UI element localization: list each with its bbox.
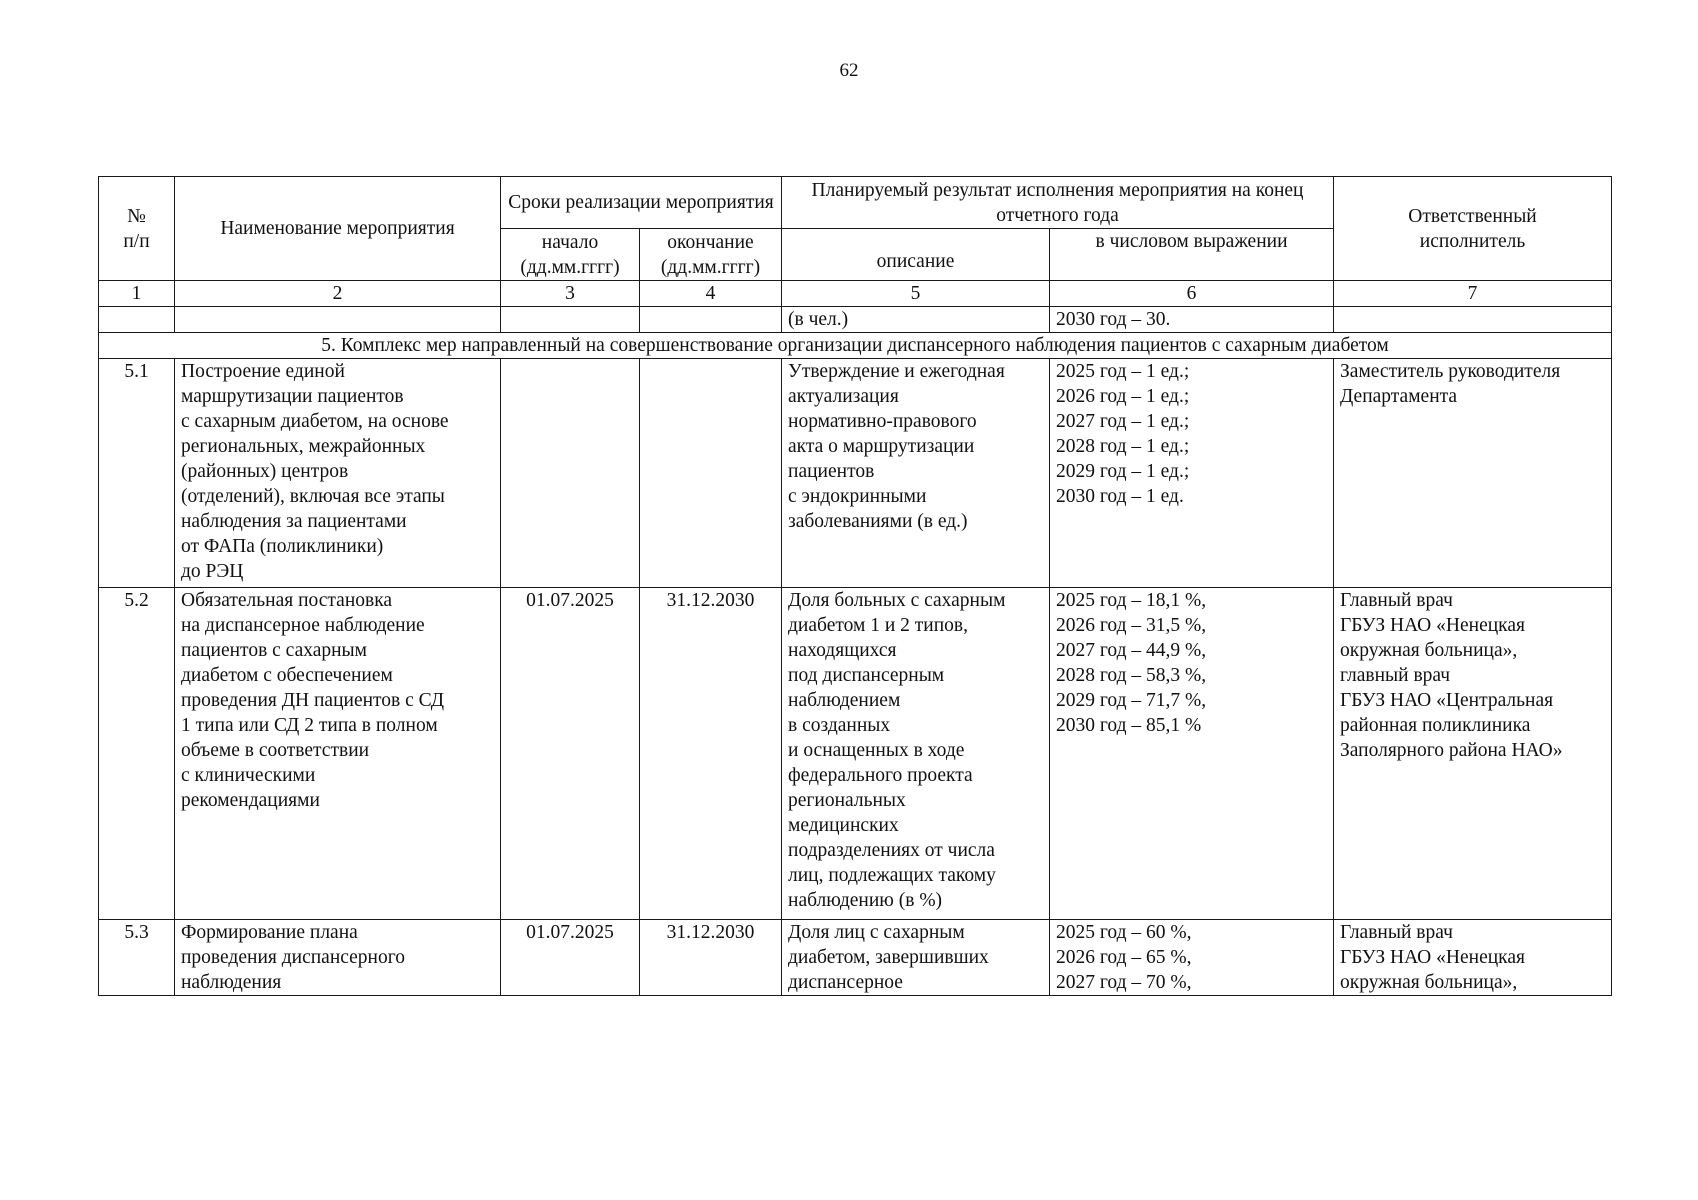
row-num: 5.3	[99, 920, 175, 996]
row-description: Утверждение и ежегодная актуализация нормативно-правового акта о маршрутизации пациентов с эндокринными заболеваниями (в ед.)	[782, 359, 1050, 588]
column-number: 6	[1050, 281, 1334, 307]
row-end	[640, 359, 782, 588]
row-start	[501, 359, 640, 588]
page-number: 62	[839, 60, 859, 81]
column-number: 7	[1334, 281, 1612, 307]
column-number: 4	[640, 281, 782, 307]
carry-description: (в чел.)	[782, 307, 1050, 333]
section-title: 5. Комплекс мер направленный на совершенствование организации диспансерного наблюдения пациентов с сахарным диабетом	[99, 333, 1612, 359]
row-start: 01.07.2025	[501, 588, 640, 920]
row-end: 31.12.2030	[640, 588, 782, 920]
table-row	[99, 588, 1612, 920]
row-description: Доля лиц с сахарным диабетом, завершивших диспансерное	[782, 920, 1050, 996]
header-name: Наименование мероприятия	[175, 177, 501, 281]
column-number: 3	[501, 281, 640, 307]
row-responsible: Главный врач ГБУЗ НАО «Ненецкая окружная больница», главный врач ГБУЗ НАО «Центральная районная поликлиника Заполярного района НАО»	[1334, 588, 1612, 920]
column-number: 5	[782, 281, 1050, 307]
header-responsible: Ответственный исполнитель	[1334, 177, 1612, 281]
header-num: № п/п	[99, 177, 175, 281]
column-number: 1	[99, 281, 175, 307]
section-row	[99, 333, 1612, 359]
header-terms: Сроки реализации мероприятия	[501, 177, 782, 229]
row-num: 5.1	[99, 359, 175, 588]
header-numeric: в числовом выражении	[1050, 229, 1334, 281]
row-end: 31.12.2030	[640, 920, 782, 996]
row-numeric: 2025 год – 1 ед.; 2026 год – 1 ед.; 2027 год – 1 ед.; 2028 год – 1 ед.; 2029 год – 1 ед.; 2030 год – 1 ед.	[1050, 359, 1334, 588]
row-numeric: 2025 год – 18,1 %, 2026 год – 31,5 %, 2027 год – 44,9 %, 2028 год – 58,3 %, 2029 год – 71,7 %, 2030 год – 85,1 %	[1050, 588, 1334, 920]
row-responsible: Главный врач ГБУЗ НАО «Ненецкая окружная больница»,	[1334, 920, 1612, 996]
table-row	[99, 920, 1612, 996]
header-result: Планируемый результат исполнения мероприятия на конец отчетного года	[782, 177, 1334, 229]
measures-table	[98, 176, 1612, 996]
header-start: начало (дд.мм.гггг)	[501, 229, 640, 281]
carry-over-row	[99, 307, 1612, 333]
row-numeric: 2025 год – 60 %, 2026 год – 65 %, 2027 год – 70 %,	[1050, 920, 1334, 996]
row-name: Формирование плана проведения диспансерного наблюдения	[175, 920, 501, 996]
header-end: окончание (дд.мм.гггг)	[640, 229, 782, 281]
row-responsible: Заместитель руководителя Департамента	[1334, 359, 1612, 588]
table-row	[99, 359, 1612, 588]
row-start: 01.07.2025	[501, 920, 640, 996]
column-numbers-row	[99, 281, 1612, 307]
row-name: Построение единой маршрутизации пациентов с сахарным диабетом, на основе региональных, межрайонных (районных) центров (отделений), включая все этапы наблюдения за пациентами от ФАПа (поликлиники) до РЭЦ	[175, 359, 501, 588]
carry-numeric: 2030 год – 30.	[1050, 307, 1334, 333]
header-description: описание	[782, 229, 1050, 281]
row-description: Доля больных с сахарным диабетом 1 и 2 типов, находящихся под диспансерным наблюдением в созданных и оснащенных в ходе федерального проекта региональных медицинских подразделениях от числа лиц, подлежащих такому наблюдению (в %)	[782, 588, 1050, 920]
row-name: Обязательная постановка на диспансерное наблюдение пациентов с сахарным диабетом с обеспечением проведения ДН пациентов с СД 1 типа или СД 2 типа в полном объеме в соответствии с клиническими рекомендациями	[175, 588, 501, 920]
row-num: 5.2	[99, 588, 175, 920]
column-number: 2	[175, 281, 501, 307]
